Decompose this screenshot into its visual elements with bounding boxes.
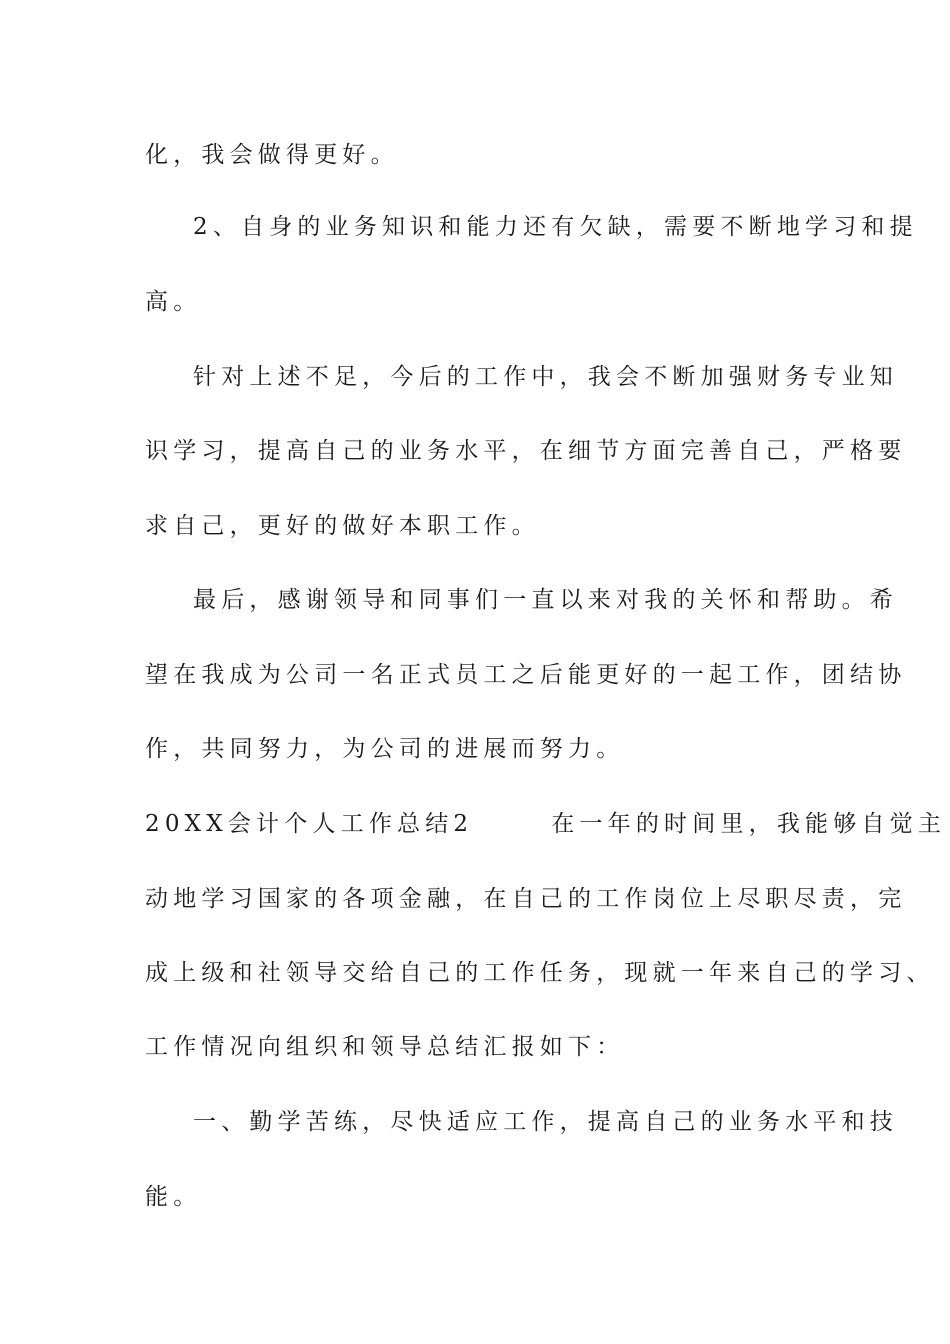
- text-line: 最后，感谢领导和同事们一直以来对我的关怀和帮助。希: [193, 587, 898, 613]
- text-line: 化，我会做得更好。: [145, 142, 399, 168]
- text-line: 工作情况向组织和领导总结汇报如下：: [145, 1034, 625, 1060]
- text-line: 2、自身的业务知识和能力还有欠缺，需要不断地学习和提: [193, 214, 918, 240]
- text-line: 成上级和社领导交给自己的工作任务，现就一年来自己的学习、: [145, 960, 935, 986]
- text-line: 动地学习国家的各项金融，在自己的工作岗位上尽职尽责，完: [145, 886, 907, 912]
- text-line: 识学习，提高自己的业务水平，在细节方面完善自己，严格要: [145, 438, 907, 464]
- text-line: 一、勤学苦练，尽快适应工作，提高自己的业务水平和技: [193, 1109, 898, 1135]
- text-line-with-heading: [145, 809, 947, 839]
- text-line: 能。: [145, 1184, 202, 1210]
- text-line: 针对上述不足，今后的工作中，我会不断加强财务专业知: [193, 364, 898, 390]
- section-heading: 20XX会计个人工作总结2: [145, 811, 474, 837]
- text-line: 高。: [145, 289, 202, 315]
- section-intro: 在一年的时间里，我能够自觉主: [551, 811, 947, 837]
- text-line: 望在我成为公司一名正式员工之后能更好的一起工作，团结协: [145, 662, 907, 688]
- text-line: 作，共同努力，为公司的进展而努力。: [145, 736, 625, 762]
- text-line: 求自己，更好的做好本职工作。: [145, 513, 540, 539]
